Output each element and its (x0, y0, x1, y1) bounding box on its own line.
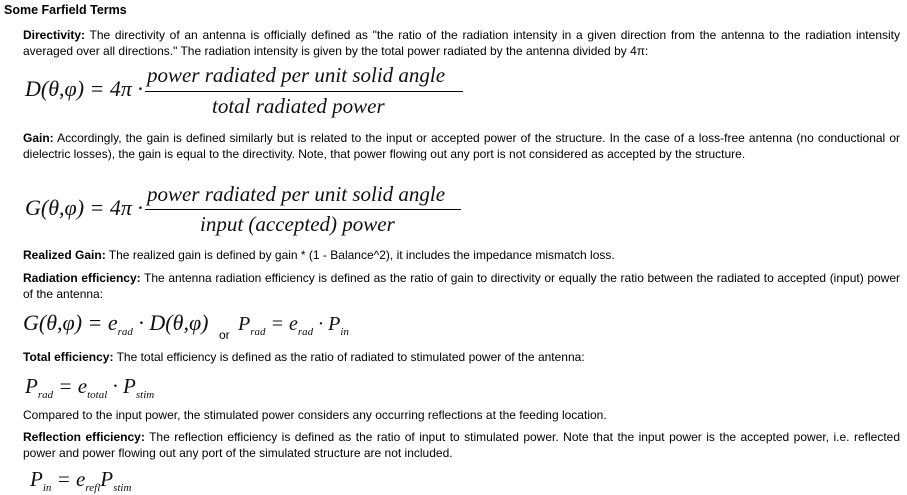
gain-equation-lhs: G(θ,φ) = 4π · (25, 195, 143, 220)
eq-part: = e (265, 313, 298, 335)
eq-part: · P (313, 313, 341, 335)
total-efficiency-text: The total efficiency is defined as the ratio of radiated to stimulated power of the antenna: (113, 350, 585, 364)
eq-subscript: rad (250, 326, 266, 338)
eq-subscript: rad (37, 389, 54, 401)
eq-subscript: refl (85, 482, 101, 494)
gain-fraction-bar (145, 209, 461, 210)
directivity-text: The directivity of an antenna is officially defined as "the ratio of the radiation intensity in a given direction from the antenna to the radiation intensity averaged over all directions." The radiation intensity is given by the total power radiated by the antenna divided by 4π: (23, 28, 900, 58)
realized-gain-term: Realized Gain: (23, 248, 106, 262)
directivity-term: Directivity: (23, 28, 86, 42)
gain-paragraph (23, 130, 900, 162)
eq-part: = e (53, 374, 88, 398)
directivity-fraction-bar (145, 91, 463, 92)
directivity-equation-numerator: power radiated per unit solid angle (147, 63, 446, 87)
reflection-efficiency-equation (30, 467, 131, 494)
radiation-efficiency-equation-1 (23, 310, 208, 338)
eq-part: P (25, 374, 38, 398)
directivity-equation-lhs: D(θ,φ) = 4π · (25, 76, 143, 101)
radiation-efficiency-text: The antenna radiation efficiency is defined as the ratio of gain to directivity or equally the ratio between the radiated to accepted (input) power of the antenna: (23, 271, 900, 301)
gain-term: Gain: (23, 131, 54, 145)
total-efficiency-paragraph (23, 349, 900, 365)
stimulated-power-note: Compared to the input power, the stimulated power considers any occurring reflections at the feeding location. (23, 408, 607, 422)
eq-subscript: in (340, 326, 349, 338)
gain-equation-denominator: input (accepted) power (200, 212, 395, 236)
eq-part: P (100, 467, 114, 491)
or-label: or (219, 328, 230, 342)
realized-gain-text: The realized gain is defined by gain * (1 - Balance^2), it includes the impedance mismatch loss. (105, 248, 615, 262)
radiation-efficiency-paragraph (23, 270, 900, 302)
reflection-efficiency-term: Reflection efficiency: (23, 430, 145, 444)
eq-part: G(θ,φ) = e (23, 310, 118, 335)
eq-part: P (238, 313, 251, 335)
directivity-paragraph (23, 27, 900, 59)
radiation-efficiency-term: Radiation efficiency: (23, 271, 141, 285)
eq-part: = e (51, 467, 86, 491)
directivity-equation-denominator: total radiated power (212, 94, 385, 118)
gain-equation-numerator: power radiated per unit solid angle (147, 182, 446, 206)
realized-gain-paragraph (23, 247, 900, 263)
total-efficiency-equation (25, 374, 154, 401)
eq-subscript: in (42, 482, 52, 494)
total-efficiency-term: Total efficiency: (23, 350, 114, 364)
eq-subscript: stim (113, 482, 132, 494)
page-title: Some Farfield Terms (4, 3, 127, 17)
eq-part: P (30, 467, 43, 491)
eq-part: · D(θ,φ) (132, 310, 209, 335)
gain-text: Accordingly, the gain is defined similarly but is related to the input or accepted power of the structure. In the case of a loss-free antenna (no conductional or dielectric losses), the gain is equal to the directivity. Note, that power flowing out any port is not considered as accepted by the structure. (23, 131, 900, 161)
reflection-efficiency-paragraph (23, 429, 900, 461)
reflection-efficiency-text: The reflection efficiency is defined as the ratio of input to stimulated power. Note that the input power is the accepted power, i.e. reflected power and power flowing out any port of the simulated structure are not included. (23, 430, 901, 460)
eq-part: · P (107, 374, 136, 398)
eq-subscript: rad (117, 326, 133, 338)
eq-subscript: rad (297, 326, 314, 338)
eq-subscript: stim (135, 389, 155, 401)
eq-subscript: total (87, 389, 108, 401)
radiation-efficiency-equation-2 (238, 313, 349, 338)
